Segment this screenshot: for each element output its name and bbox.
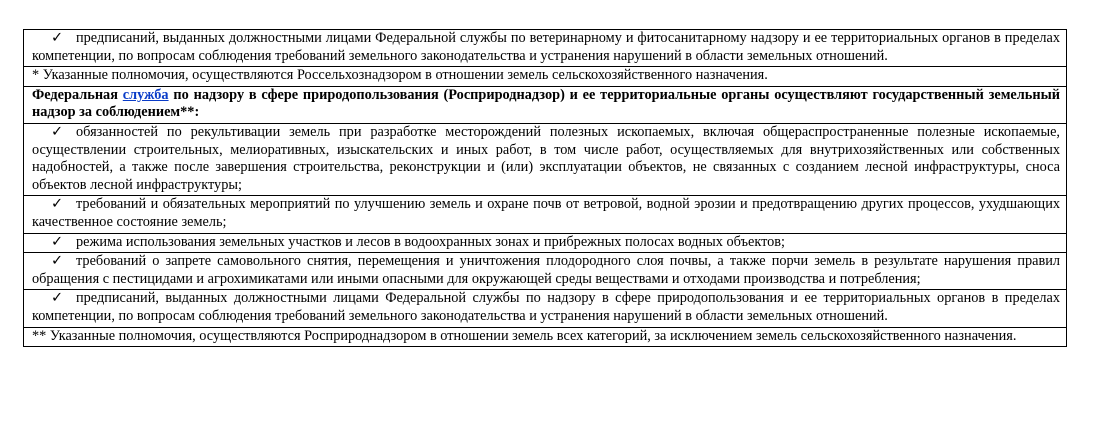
checkmark-icon: ✓ bbox=[51, 233, 63, 250]
section-heading bbox=[24, 86, 1067, 123]
list-item bbox=[24, 123, 1067, 195]
table-row bbox=[24, 253, 1067, 290]
checkmark-icon: ✓ bbox=[51, 123, 63, 140]
checkmark-icon: ✓ bbox=[51, 30, 63, 46]
agency-link[interactable]: служба bbox=[122, 86, 169, 103]
list-item-text: предписаний, выданных должностными лицами Федеральной службы по надзору в сфере природопользования и ее территориальных органов в пределах компетенции, по вопросам соблюдения требований земельного законодательства и устранения нарушений в области земельных отношений. bbox=[32, 290, 1060, 324]
checkmark-icon: ✓ bbox=[51, 196, 63, 213]
list-item-text: режима использования земельных участков и лесов в водоохранных зонах и прибрежных полосах водных объектов; bbox=[76, 233, 786, 250]
checkmark-icon: ✓ bbox=[51, 290, 63, 307]
footnote-text: ** Указанные полномочия, осуществляются Росприроднадзором в отношении земель всех категорий, за исключением земель сельскохозяйственного назначения. bbox=[32, 327, 1017, 344]
list-item-text: предписаний, выданных должностными лицами Федеральной службы по ветеринарному и фитосанитарному надзору и ее территориальных органов в пределах компетенции, по вопросам соблюдения требований земельного законодательства и устранения нарушений в области земельных отношений. bbox=[32, 30, 1060, 64]
table-row bbox=[24, 233, 1067, 253]
list-item bbox=[24, 233, 1067, 253]
list-item-text: обязанностей по рекультивации земель при разработке месторождений полезных ископаемых, включая общераспространенные полезные ископаемые, осуществлении строительных, мелиоративных, изыскательских и иных работ, в том числе работ, осуществляемых для внутрихозяйственных или собственных надобностей, а также после завершения строительства, реконструкции и (или) эксплуатации объектов, не связанных с созданием лесной инфраструктуры, сноса объектов лесной инфраструктуры; bbox=[32, 123, 1060, 193]
heading-text-start: Федеральная bbox=[32, 86, 118, 103]
list-item bbox=[24, 196, 1067, 233]
footnote bbox=[24, 327, 1067, 347]
table-row bbox=[24, 196, 1067, 233]
list-item bbox=[24, 253, 1067, 290]
heading-text-end: по надзору в сфере природопользования (Росприроднадзор) и ее территориальные органы осуществляют государственный земельный надзор за соблюдением**: bbox=[32, 86, 1060, 121]
document-page bbox=[23, 29, 1067, 347]
table-row bbox=[24, 86, 1067, 123]
list-item-text: требований и обязательных мероприятий по улучшению земель и охране почв от ветровой, водной эрозии и предотвращению других процессов, ухудшающих качественное состояние земель; bbox=[32, 196, 1060, 230]
list-item bbox=[24, 290, 1067, 327]
table-row bbox=[24, 123, 1067, 195]
list-item-text: требований о запрете самовольного снятия, перемещения и уничтожения плодородного слоя почвы, а также порчи земель в результате нарушения правил обращения с пестицидами и агрохимикатами или иными опасными для окружающей среды веществами и отходами производства и потребления; bbox=[32, 253, 1060, 287]
table-row bbox=[24, 327, 1067, 347]
table-row bbox=[24, 30, 1067, 67]
footnote bbox=[24, 67, 1067, 87]
supervision-table bbox=[23, 29, 1067, 347]
checkmark-icon: ✓ bbox=[51, 253, 63, 270]
table-row bbox=[24, 290, 1067, 327]
list-item bbox=[24, 30, 1067, 67]
table-row bbox=[24, 67, 1067, 87]
footnote-text: * Указанные полномочия, осуществляются Россельхознадзором в отношении земель сельскохозяйственного назначения. bbox=[32, 67, 768, 84]
